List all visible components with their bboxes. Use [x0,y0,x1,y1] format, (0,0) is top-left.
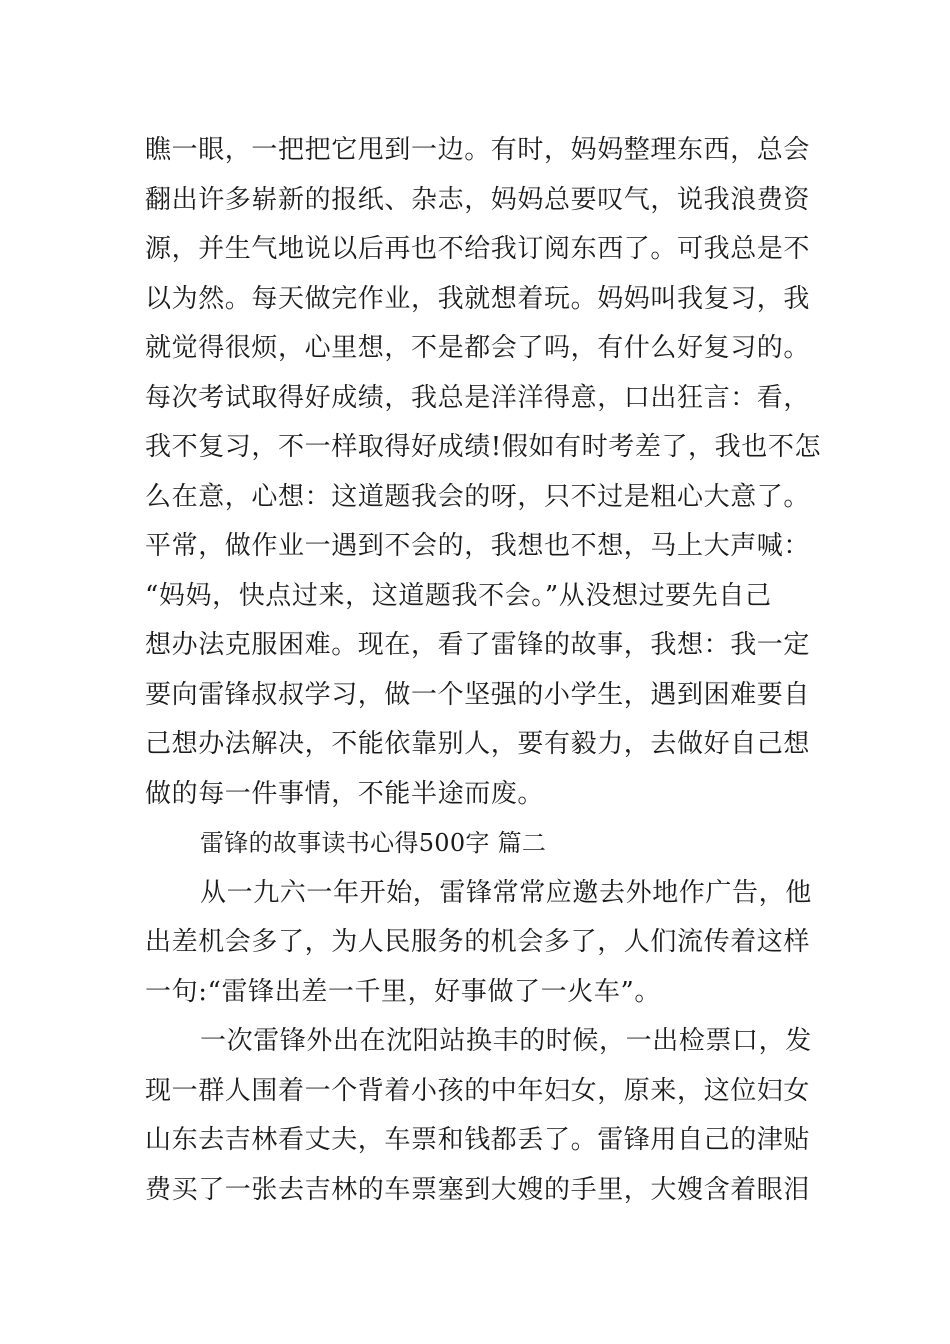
text-line: 出差机会多了，为人民服务的机会多了，人们流传着这样 [145,927,811,957]
text-line: 要向雷锋叔叔学习，做一个坚强的小学生，遇到困难要自 [145,679,811,710]
text-line: 平常，做作业一遇到不会的，我想也不想，马上大声喊： [145,531,811,561]
text-line: 就觉得很烦，心里想，不是都会了吗，有什么好复习的。 [145,333,811,363]
text-line: 费买了一张去吉林的车票塞到大嫂的手里，大嫂含着眼泪 [145,1174,811,1205]
text-line: 想办法克服困难。现在，看了雷锋的故事，我想：我一定 [145,630,811,660]
text-line: 己想办法解决，不能依靠别人，要有毅力，去做好自己想 [145,729,811,759]
text-line: 我不复习，不一样取得好成绩!假如有时考差了，我也不怎 [145,432,822,462]
text-line: 每次考试取得好成绩，我总是洋洋得意，口出狂言：看， [145,382,811,413]
paragraph-first-line: 一次雷锋外出在沈阳站换丰的时候，一出检票口，发 [200,1026,812,1056]
text-line: 瞧一眼，一把把它甩到一边。有时，妈妈整理东西，总会 [145,135,811,165]
text-line: 源，并生气地说以后再也不给我订阅东西了。可我总是不 [145,234,811,264]
section-heading: 雷锋的故事读书心得500字 篇二 [200,829,547,857]
text-line: 一句:“雷锋出差一千里，好事做了一火车”。 [145,976,661,1007]
body-text [145,126,822,1215]
text-line: 么在意，心想：这道题我会的呀，只不过是粗心大意了。 [145,481,811,512]
text-line: 现一群人围着一个背着小孩的中年妇女，原来，这位妇女 [145,1075,811,1106]
text-line: 山东去吉林看丈夫，车票和钱都丢了。雷锋用自己的津贴 [145,1125,811,1155]
text-line: 以为然。每天做完作业，我就想着玩。妈妈叫我复习，我 [145,283,811,314]
text-line: “妈妈，快点过来，这道题我不会。”从没想过要先自己 [145,580,772,611]
text-line: 翻出许多崭新的报纸、杂志，妈妈总要叹气，说我浪费资 [145,184,811,215]
paragraph-first-line: 从一九六一年开始，雷锋常常应邀去外地作广告，他 [200,877,812,908]
text-line: 做的每一件事情，不能半途而废。 [145,778,545,809]
